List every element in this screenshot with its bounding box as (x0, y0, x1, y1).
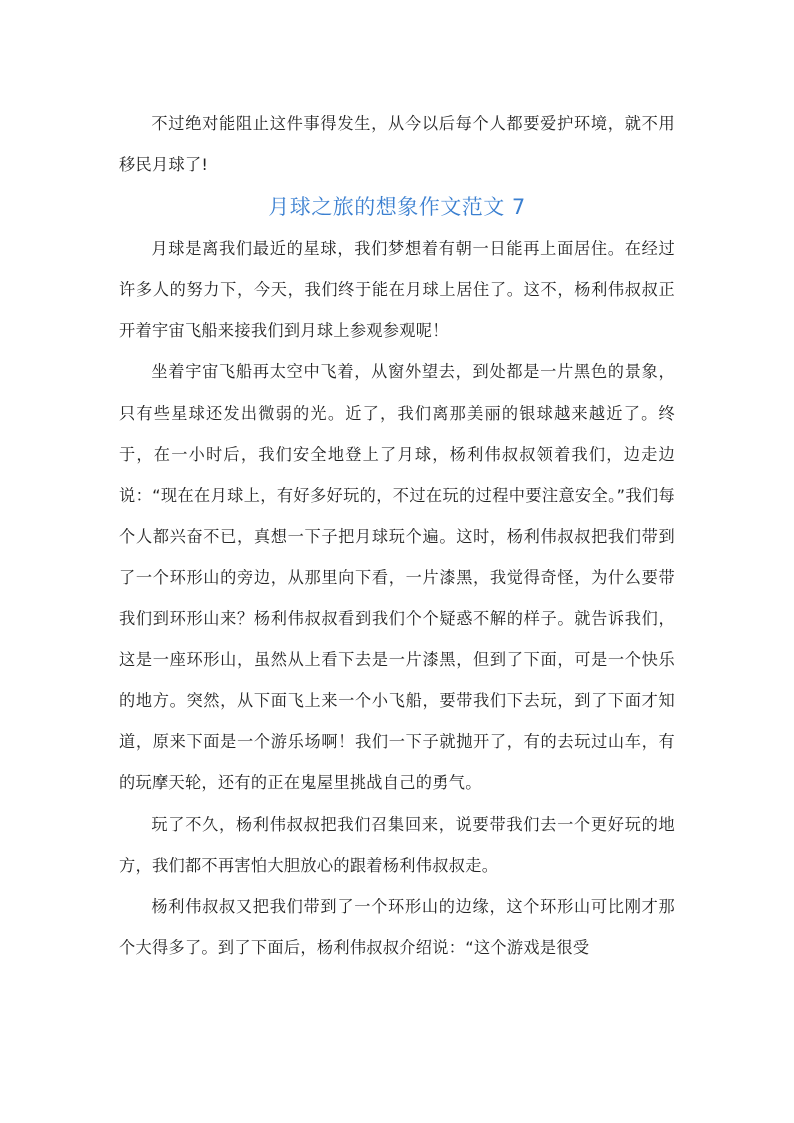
intro-paragraph: 不过绝对能阻止这件事得发生，从今以后每个人都要爱护环境，就不用移民月球了! (119, 114, 675, 175)
body-paragraph-1: 月球是离我们最近的星球，我们梦想着有朝一日能再上面居住。在经过许多人的努力下，今天，我们终于能在月球上居住了。这不，杨利伟叔叔正开着宇宙飞船来接我们到月球上参观参观呢！ (119, 239, 675, 341)
essay-heading: 月球之旅的想象作文范文 7 (268, 195, 526, 220)
body-paragraph-3: 玩了不久，杨利伟叔叔把我们召集回来，说要带我们去一个更好玩的地方，我们都不再害怕大胆放心的跟着杨利伟叔叔走。 (119, 814, 675, 875)
body-paragraph-4: 杨利伟叔叔又把我们带到了一个环形山的边缘，这个环形山可比刚才那个大得多了。到了下面后，杨利伟叔叔介绍说：“这个游戏是很受 (119, 896, 675, 957)
body-paragraph-2: 坐着宇宙飞船再太空中飞着，从窗外望去，到处都是一片黑色的景象，只有些星球还发出微弱的光。近了，我们离那美丽的银球越来越近了。终于，在一小时后，我们安全地登上了月球，杨利伟叔叔领着我们，边走边说：“现在在月球上，有好多好玩的，不过在玩的过程中要注意安全。”我们每个人都兴奋不已，真想一下子把月球玩个遍。这时，杨利伟叔叔把我们带到了一个环形山的旁边，从那里向下看，一片漆黑，我觉得奇怪，为什么要带我们到环形山来？杨利伟叔叔看到我们个个疑惑不解的样子。就告诉我们，这是一座环形山，虽然从上看下去是一片漆黑，但到了下面，可是一个快乐的地方。突然，从下面飞上来一个小飞船，要带我们下去玩，到了下面才知道，原来下面是一个游乐场啊！我们一下子就抛开了，有的去玩过山车，有的玩摩天轮，还有的正在鬼屋里挑战自己的勇气。 (119, 362, 675, 793)
